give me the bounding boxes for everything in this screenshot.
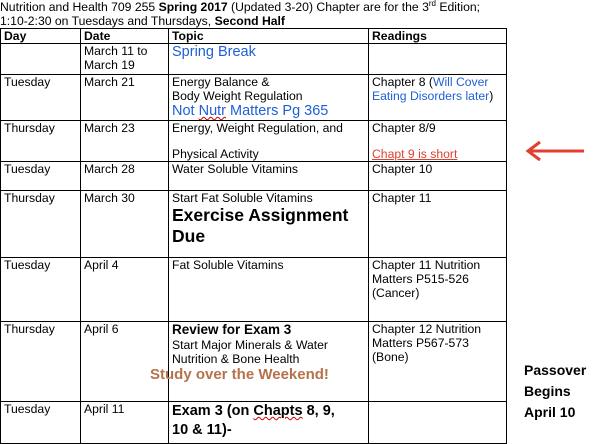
exam-part: 8, 9, [302,403,335,419]
header-day: Day [1,29,81,44]
passover-note [524,360,586,423]
cell-readings: Chapter 10 [369,162,507,191]
course-name: Nutrition and Health 709 255 [0,0,156,14]
passover-line: April 10 [524,404,576,420]
cell-topic [169,191,369,258]
cell-topic [169,75,369,121]
reading-text: Chapter 8/9 [372,121,436,135]
cell-day: Thursday [1,322,81,402]
cell-readings [369,75,507,121]
exam-title [172,402,365,421]
cell-date: March 30 [81,191,169,258]
cell-readings [369,44,507,75]
cell-date [81,44,169,75]
cell-day: Thursday [1,121,81,162]
cell-date: April 4 [81,258,169,322]
cell-readings: Chapter 11 Nutrition Matters P515-526 (Cancer) [369,258,507,322]
note-part: Not [172,103,199,119]
header-line-1 [0,0,480,14]
assignment-title: Exercise Assignment [172,205,349,225]
cell-readings [369,121,507,162]
table-row [1,162,507,191]
table-row [1,258,507,322]
cell-date: March 23 [81,121,169,162]
cell-day: Tuesday [1,258,81,322]
date-line: March 19 [84,58,135,72]
cell-date: April 6 [81,322,169,402]
header-topic: Topic [169,29,369,44]
cell-date: March 21 [81,75,169,121]
topic-line: Start Fat Soluble Vitamins [172,191,313,205]
date-line: March 11 to [84,44,148,58]
cell-topic [169,44,369,75]
reading-text: ) [489,89,494,103]
edition-superscript: rd [428,0,436,8]
note-part: Nutr [198,103,226,119]
table-row [1,402,507,444]
table-header-row [1,29,507,44]
updated-note: (Updated 3-20) Chapter are for the 3 [231,0,429,14]
header-line-2 [0,14,480,28]
cell-day: Tuesday [1,402,81,444]
cell-day: Thursday [1,191,81,258]
cell-day: Tuesday [1,162,81,191]
header-readings: Readings [369,29,507,44]
class-time: 1:10-2:30 on Tuesdays and Thursdays, [0,14,212,28]
topic-line: Physical Activity [172,147,259,161]
cell-date: April 11 [81,402,169,444]
topic-line: Energy, Weight Regulation, and [172,121,343,135]
table-row [1,121,507,162]
exam-part: Chapts [253,403,303,419]
exam-chapters: 10 & 11)- [172,422,232,438]
cell-topic: Water Soluble Vitamins [169,162,369,191]
table-row [1,44,507,75]
table-row [1,322,507,402]
half-label: Second Half [214,14,285,28]
term: Spring 2017 [158,0,228,14]
cell-day [1,44,81,75]
topic-line: Body Weight Regulation [172,89,303,103]
left-arrow-icon [522,140,586,162]
exam-part: Exam 3 (on [172,403,254,419]
header-date: Date [81,29,169,44]
topic-line: Energy Balance & [172,75,270,89]
spring-break: Spring Break [172,44,256,60]
document-header [0,0,480,28]
passover-line: Begins [524,383,571,399]
edition-tail: Edition; [436,0,481,14]
reading-note: Chapt 9 is short [372,147,458,161]
topic-line: Nutrition & Bone Health [172,352,300,366]
cell-topic: Fat Soluble Vitamins [169,258,369,322]
cell-day: Tuesday [1,75,81,121]
cell-readings: Chapter 11 [369,191,507,258]
cell-date: March 28 [81,162,169,191]
cell-topic [169,322,369,402]
cell-readings: Chapter 12 Nutrition Matters P567-573 (Bone) [369,322,507,402]
reading-note: Will Cover Eating Disorders later [372,75,490,103]
cell-readings [369,402,507,444]
note-part: Matters Pg 365 [226,103,329,119]
assignment-due: Due [172,226,206,246]
cell-topic [169,121,369,162]
review-title: Review for Exam 3 [172,322,292,337]
passover-line: Passover [524,362,587,378]
topic-note [172,103,365,120]
study-note: Study over the Weekend! [150,366,329,383]
topic-line: Start Major Minerals & Water [172,338,328,352]
cell-topic [169,402,369,444]
reading-text: Chapter 8 ( [372,75,433,89]
table-row [1,75,507,121]
table-row [1,191,507,258]
